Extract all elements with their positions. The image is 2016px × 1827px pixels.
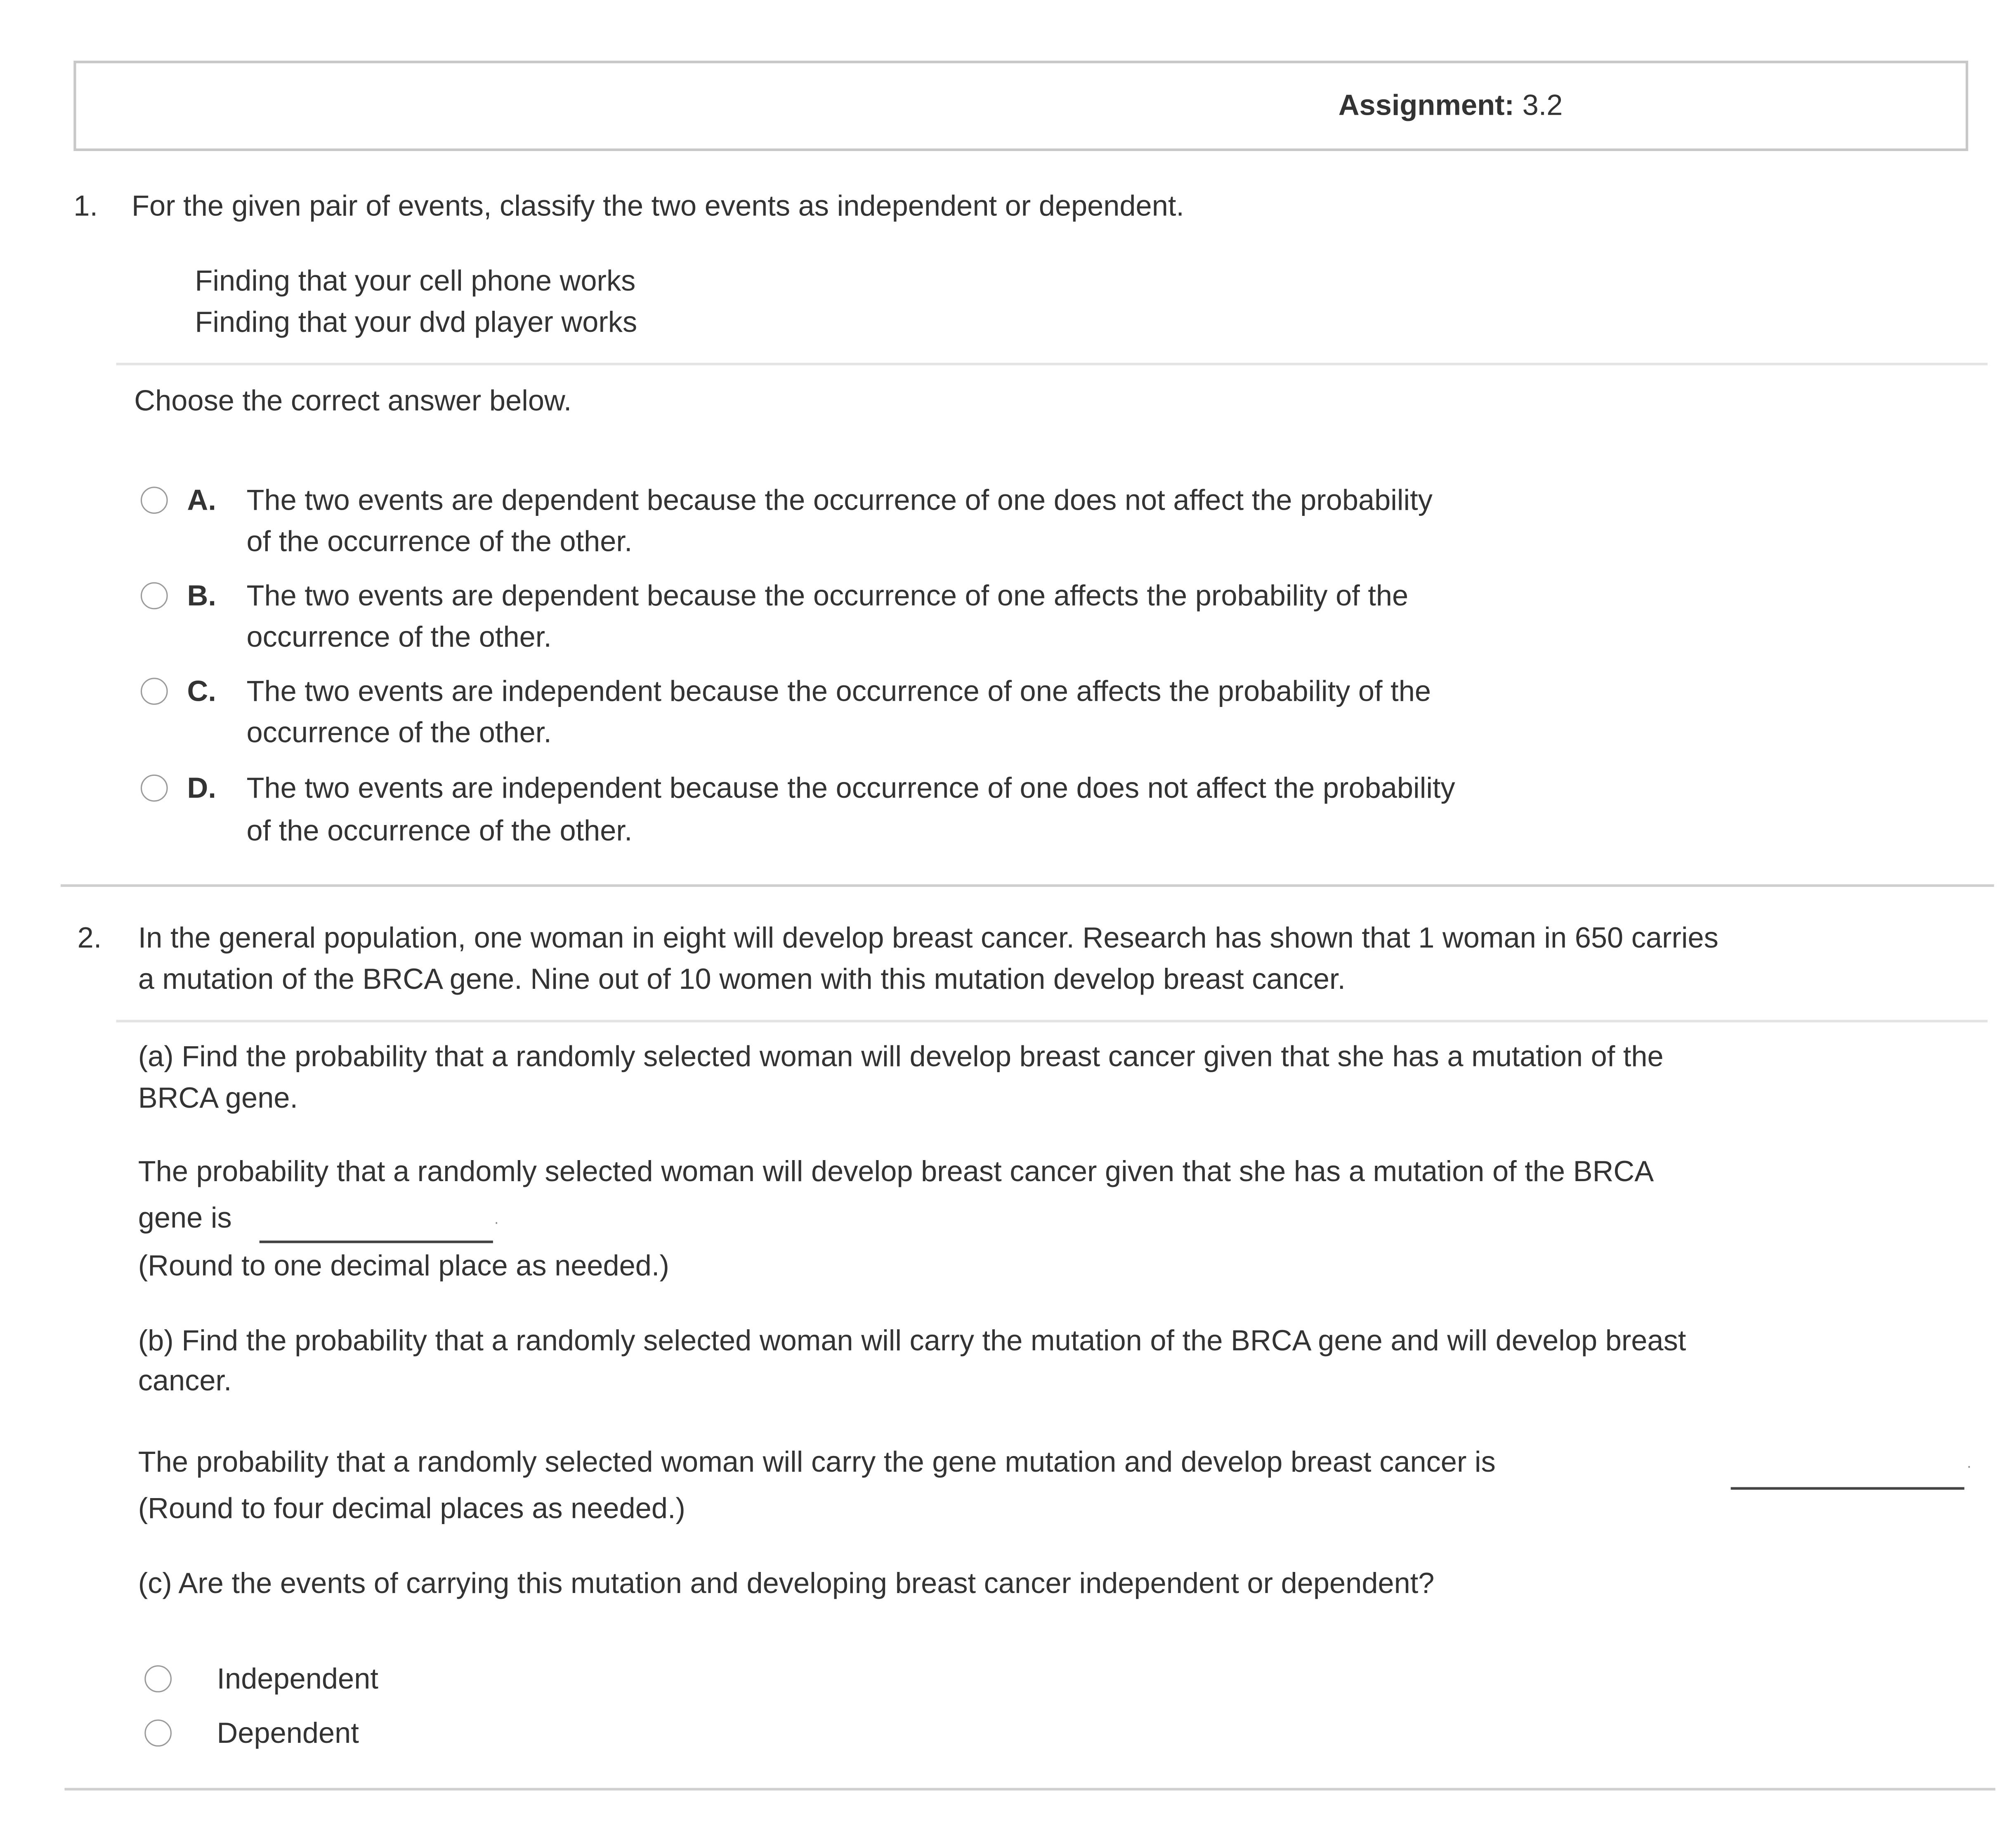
option-text: of the occurrence of the other. — [246, 525, 633, 558]
radio-button[interactable] — [141, 582, 168, 610]
option-letter: C. — [187, 675, 216, 708]
part-a-answer-text: The probability that a randomly selected woman will develop breast cancer given that she has a mutation of the BRCA — [138, 1155, 1654, 1188]
part-b-answer-input[interactable] — [1731, 1487, 1964, 1489]
assignment-header — [73, 61, 1968, 151]
question-1-number: 1. — [73, 189, 98, 222]
radio-button[interactable] — [141, 775, 168, 802]
option-letter: D. — [187, 772, 216, 804]
part-c-question: (c) Are the events of carrying this mutation and developing breast cancer independent or dependent? — [138, 1567, 1435, 1600]
question-2-prompt: In the general population, one woman in eight will develop breast cancer. Research has shown that 1 woman in 650 carries — [138, 922, 1719, 954]
option-text: occurrence of the other. — [246, 621, 552, 653]
option-letter: B. — [187, 579, 216, 612]
assignment-label: Assignment: — [1338, 89, 1514, 122]
part-a-answer-input[interactable] — [260, 1241, 493, 1243]
assignment-title — [1338, 85, 1563, 126]
option-text: The two events are dependent because the occurrence of one affects the probability of the — [246, 579, 1409, 612]
part-a-answer-prefix: gene is — [138, 1202, 232, 1234]
part-b-question: (b) Find the probability that a randomly selected woman will carry the mutation of the BRCA gene and will develop breast — [138, 1324, 1686, 1357]
question-2-prompt: a mutation of the BRCA gene. Nine out of 10 women with this mutation develop breast cancer. — [138, 963, 1346, 995]
option-text: The two events are independent because the occurrence of one does not affect the probability — [246, 772, 1455, 804]
divider — [116, 1020, 1988, 1022]
part-b-question: cancer. — [138, 1364, 232, 1397]
period: . — [494, 1209, 499, 1228]
option-text: The two events are independent because the occurrence of one affects the probability of the — [246, 675, 1431, 708]
option-text: occurrence of the other. — [246, 716, 552, 749]
part-a-question: BRCA gene. — [138, 1082, 298, 1114]
question-1-prompt: For the given pair of events, classify the two events as independent or dependent. — [132, 189, 1184, 222]
question-1-instruction: Choose the correct answer below. — [134, 385, 572, 417]
period: . — [1967, 1454, 1971, 1472]
option-letter: A. — [187, 484, 216, 517]
event-2: Finding that your dvd player works — [195, 306, 637, 338]
part-b-answer-prefix: The probability that a randomly selected woman will carry the gene mutation and develop breast cancer is — [138, 1446, 1496, 1478]
option-text: The two events are dependent because the occurrence of one does not affect the probability — [246, 484, 1433, 517]
part-a-hint: (Round to one decimal place as needed.) — [138, 1249, 669, 1282]
option-label: Dependent — [217, 1717, 359, 1749]
option-text: of the occurrence of the other. — [246, 814, 633, 847]
radio-button[interactable] — [144, 1665, 172, 1692]
part-b-hint: (Round to four decimal places as needed.) — [138, 1492, 685, 1525]
event-1: Finding that your cell phone works — [195, 265, 636, 297]
radio-button[interactable] — [141, 678, 168, 705]
option-label: Independent — [217, 1662, 378, 1695]
part-a-question: (a) Find the probability that a randomly selected woman will develop breast cancer given that she has a mutation of the — [138, 1040, 1664, 1073]
radio-button[interactable] — [144, 1719, 172, 1747]
question-2-number: 2. — [77, 922, 102, 954]
divider — [61, 884, 1994, 887]
divider — [64, 1788, 1995, 1790]
assignment-value: 3.2 — [1522, 89, 1563, 122]
radio-button[interactable] — [141, 487, 168, 514]
divider — [116, 363, 1988, 365]
